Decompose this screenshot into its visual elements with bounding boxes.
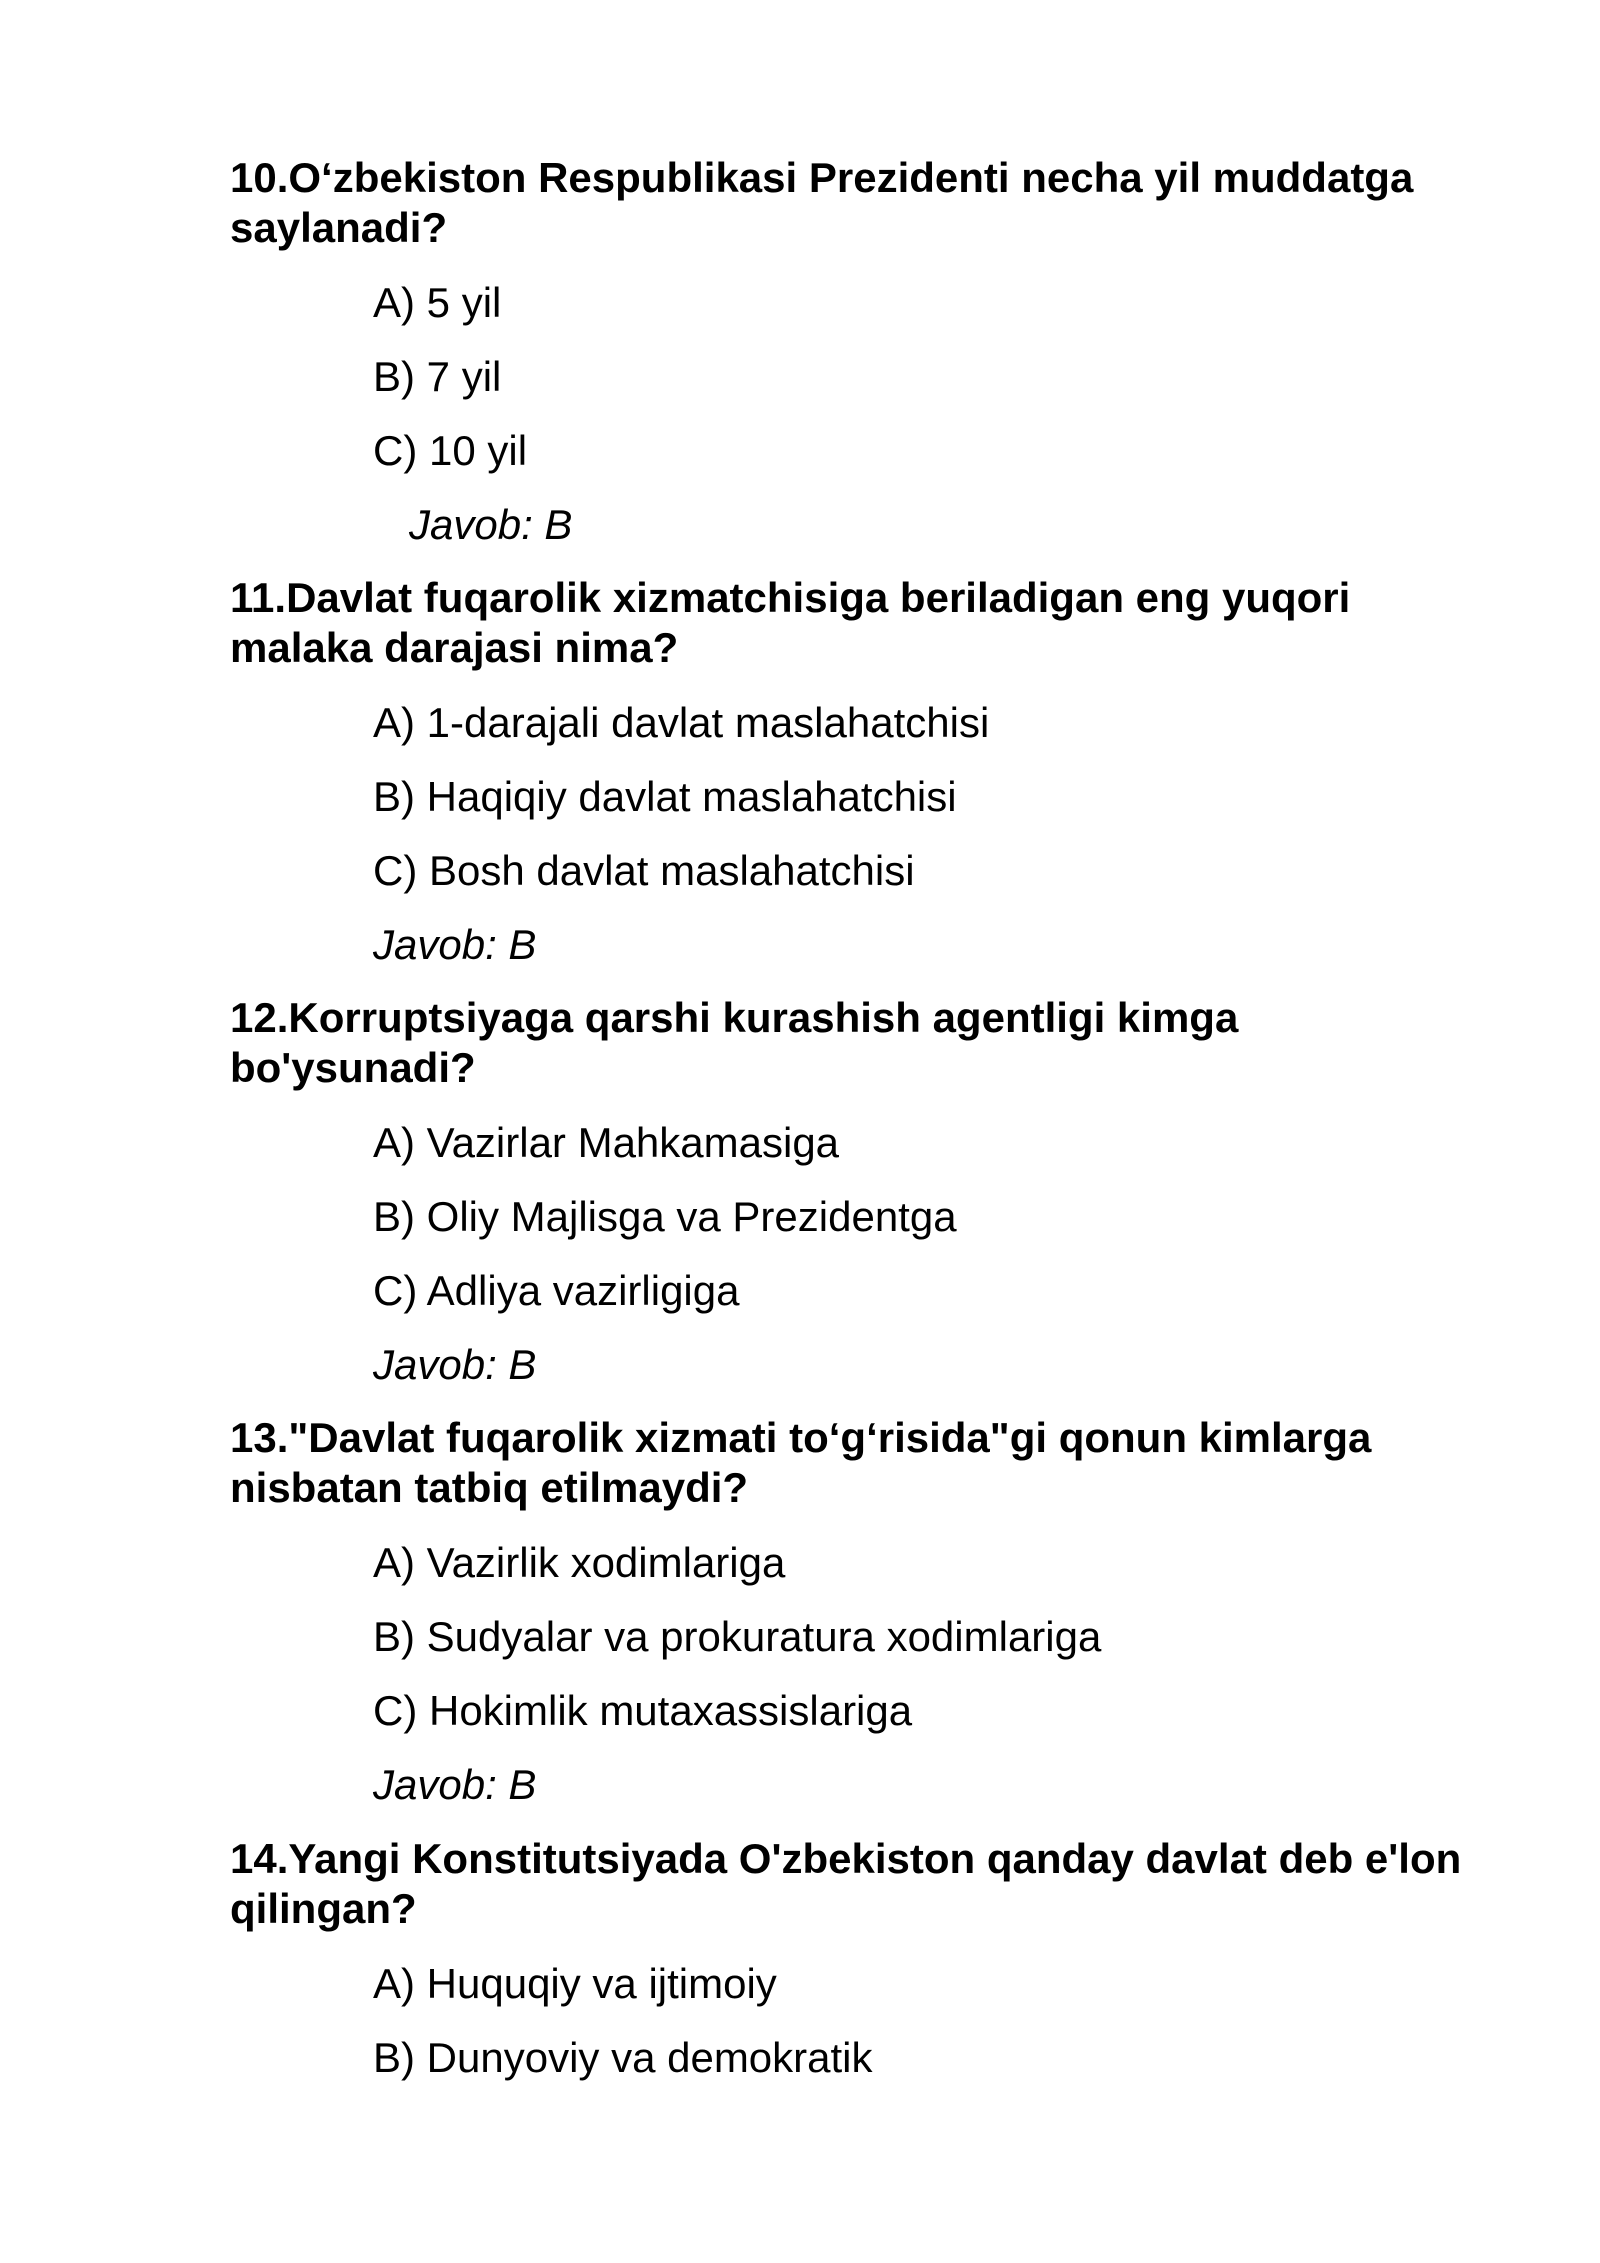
- question-10-options: [373, 278, 572, 574]
- question-11-title: 11.Davlat fuqarolik xizmatchisiga beriladigan eng yuqori malaka darajasi nima?: [230, 574, 1351, 671]
- question-12-option-b: B) Oliy Majlisga va Prezidentga: [373, 1193, 957, 1240]
- question-14-title: 14.Yangi Konstitutsiyada O'zbekiston qanday davlat deb e'lon qilingan?: [230, 1835, 1462, 1932]
- question-13-option-a: A) Vazirlik xodimlariga: [373, 1539, 786, 1586]
- question-12-option-c: C) Adliya vazirligiga: [373, 1267, 740, 1314]
- question-12-answer: Javob: B: [373, 1341, 537, 1388]
- question-10-option-b: B) 7 yil: [373, 353, 502, 400]
- question-13-options: [373, 1538, 1101, 1834]
- question-12-option-a: A) Vazirlar Mahkamasiga: [373, 1119, 840, 1166]
- question-10-answer: Javob: B: [409, 501, 573, 548]
- question-13-option-b: B) Sudyalar va prokuratura xodimlariga: [373, 1613, 1102, 1660]
- question-11-options: [373, 698, 989, 994]
- question-12-options: [373, 1118, 957, 1414]
- question-11-option-b: B) Haqiqiy davlat maslahatchisi: [373, 773, 957, 820]
- question-13-title: 13."Davlat fuqarolik xizmati to‘g‘risida"gi qonun kimlarga nisbatan tatbiq etilmaydi?: [230, 1414, 1372, 1511]
- question-10-option-a: A) 5 yil: [373, 279, 502, 326]
- question-10-title: 10.O‘zbekiston Respublikasi Prezidenti necha yil muddatga saylanadi?: [230, 154, 1414, 251]
- question-14-options: [373, 1959, 873, 2107]
- question-10-option-c: C) 10 yil: [373, 427, 528, 474]
- question-11-option-c: C) Bosh davlat maslahatchisi: [373, 847, 915, 894]
- question-13-option-c: C) Hokimlik mutaxassislariga: [373, 1687, 913, 1734]
- question-12-title: 12.Korruptsiyaga qarshi kurashish agentligi kimga bo'ysunadi?: [230, 994, 1239, 1091]
- question-14-option-a: A) Huquqiy va ijtimoiy: [373, 1960, 777, 2007]
- question-13-answer: Javob: B: [373, 1761, 537, 1808]
- question-11-answer: Javob: B: [373, 921, 537, 968]
- question-11-option-a: A) 1-darajali davlat maslahatchisi: [373, 699, 990, 746]
- question-14-option-b: B) Dunyoviy va demokratik: [373, 2034, 873, 2081]
